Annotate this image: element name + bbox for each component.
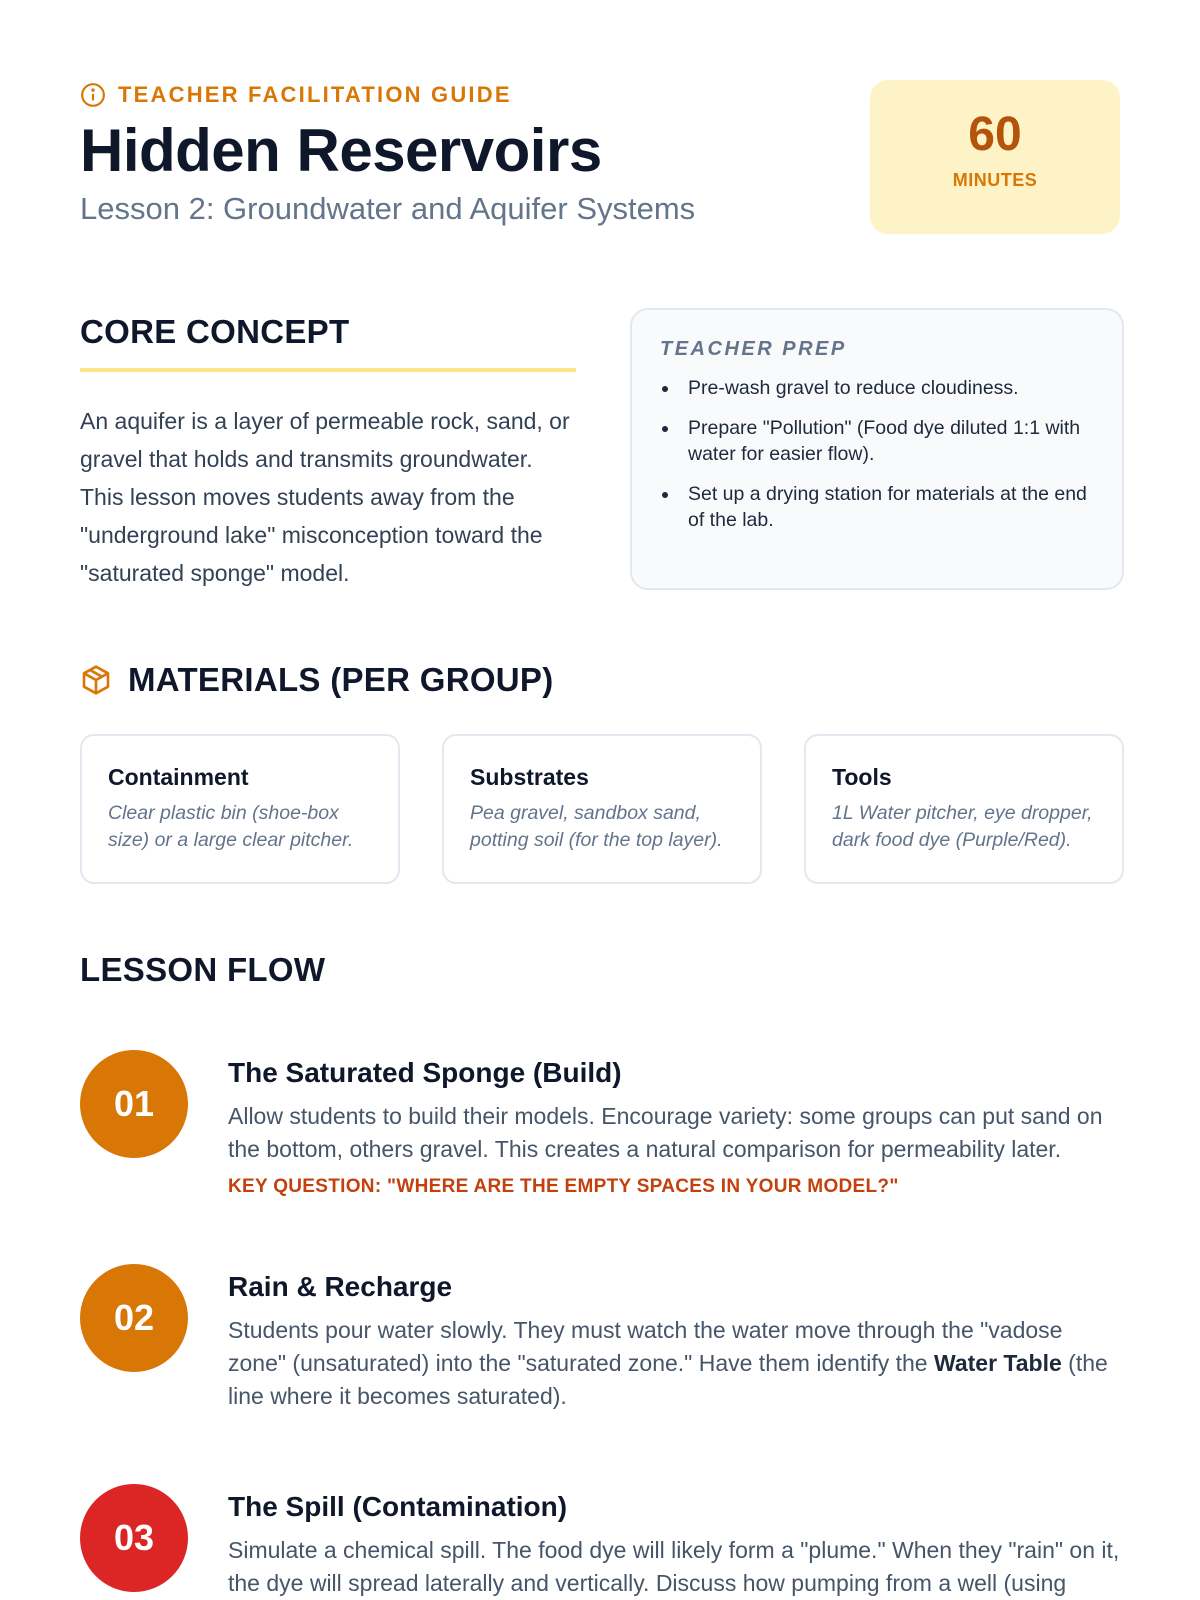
water-table-term: Water Table bbox=[933, 1350, 1062, 1376]
teacher-prep-panel bbox=[630, 308, 1124, 590]
page-subtitle: Lesson 2: Groundwater and Aquifer Systems bbox=[80, 191, 696, 226]
material-card-desc: Clear plastic bin (shoe-box size) or a large clear pitcher. bbox=[108, 802, 354, 851]
step-key-question: KEY QUESTION: "WHERE ARE THE EMPTY SPACES IN YOUR MODEL?" bbox=[228, 1176, 899, 1197]
core-concept-section bbox=[80, 312, 576, 592]
duration-value: 60 bbox=[968, 108, 1022, 161]
materials-heading: MATERIALS (PER GROUP) bbox=[128, 661, 554, 698]
teacher-prep-item: Pre-wash gravel to reduce cloudiness. bbox=[660, 375, 1094, 401]
material-card-desc: Pea gravel, sandbox sand, potting soil (for the top layer). bbox=[470, 802, 723, 851]
material-card-containment bbox=[80, 734, 400, 884]
guide-header bbox=[80, 80, 1120, 240]
info-circle-icon bbox=[80, 82, 106, 108]
core-concept-heading: CORE CONCEPT bbox=[80, 312, 576, 372]
step-text: Allow students to build their models. Encourage variety: some groups can put sand on the bottom, others gravel. This creates a natural comparison for permeability later. bbox=[228, 1103, 1103, 1162]
step-body bbox=[228, 1056, 1124, 1198]
materials-heading-row bbox=[80, 660, 1124, 700]
lesson-flow-heading: LESSON FLOW bbox=[80, 951, 326, 988]
material-card-desc: 1L Water pitcher, eye dropper, dark food dye (Purple/Red). bbox=[832, 802, 1093, 851]
step-body bbox=[228, 1490, 1124, 1600]
teacher-prep-heading: TEACHER PREP bbox=[660, 338, 847, 360]
teacher-prep-item: Prepare "Pollution" (Food dye diluted 1:1 with water for easier flow). bbox=[660, 415, 1094, 467]
step-title: Rain & Recharge bbox=[228, 1271, 453, 1302]
duration-unit: MINUTES bbox=[952, 170, 1038, 190]
step-text-part: (the line where it becomes saturated). bbox=[228, 1350, 1108, 1409]
core-concept-body: An aquifer is a layer of permeable rock, sand, or gravel that holds and transmits groundwater. This lesson moves students away from the "underground lake" misconception toward the "saturated sponge" model. bbox=[80, 408, 570, 586]
material-card-title: Tools bbox=[832, 764, 892, 790]
material-card-tools bbox=[804, 734, 1124, 884]
eyebrow-label: TEACHER FACILITATION GUIDE bbox=[118, 82, 512, 107]
step-body bbox=[228, 1270, 1124, 1413]
step-number-badge: 03 bbox=[80, 1484, 188, 1592]
step-title: The Spill (Contamination) bbox=[228, 1491, 568, 1522]
package-box-icon bbox=[80, 664, 112, 696]
duration-badge bbox=[870, 80, 1120, 234]
step-title: The Saturated Sponge (Build) bbox=[228, 1057, 622, 1088]
step-text bbox=[228, 1314, 1124, 1413]
step-text-part: Students pour water slowly. They must watch the water move through the "vadose zone" (unsaturated) into the "saturated zone." Have them identify the bbox=[228, 1317, 1063, 1376]
materials-cards bbox=[80, 734, 1124, 884]
lesson-flow-section bbox=[80, 950, 1124, 1596]
material-card-title: Substrates bbox=[470, 764, 589, 790]
step-number-badge: 02 bbox=[80, 1264, 188, 1372]
material-card-substrates bbox=[442, 734, 762, 884]
step-text: Simulate a chemical spill. The food dye will likely form a "plume." When they "rain" on it, the dye will spread laterally and vertically. Discuss how pumping from a well (using bbox=[228, 1537, 1120, 1596]
teacher-prep-item: Set up a drying station for materials at the end of the lab. bbox=[660, 481, 1094, 533]
materials-section bbox=[80, 660, 1124, 884]
step-number-badge: 01 bbox=[80, 1050, 188, 1158]
page-title: Hidden Reservoirs bbox=[80, 117, 602, 184]
material-card-title: Containment bbox=[108, 764, 249, 790]
teacher-prep-list bbox=[660, 375, 1094, 533]
